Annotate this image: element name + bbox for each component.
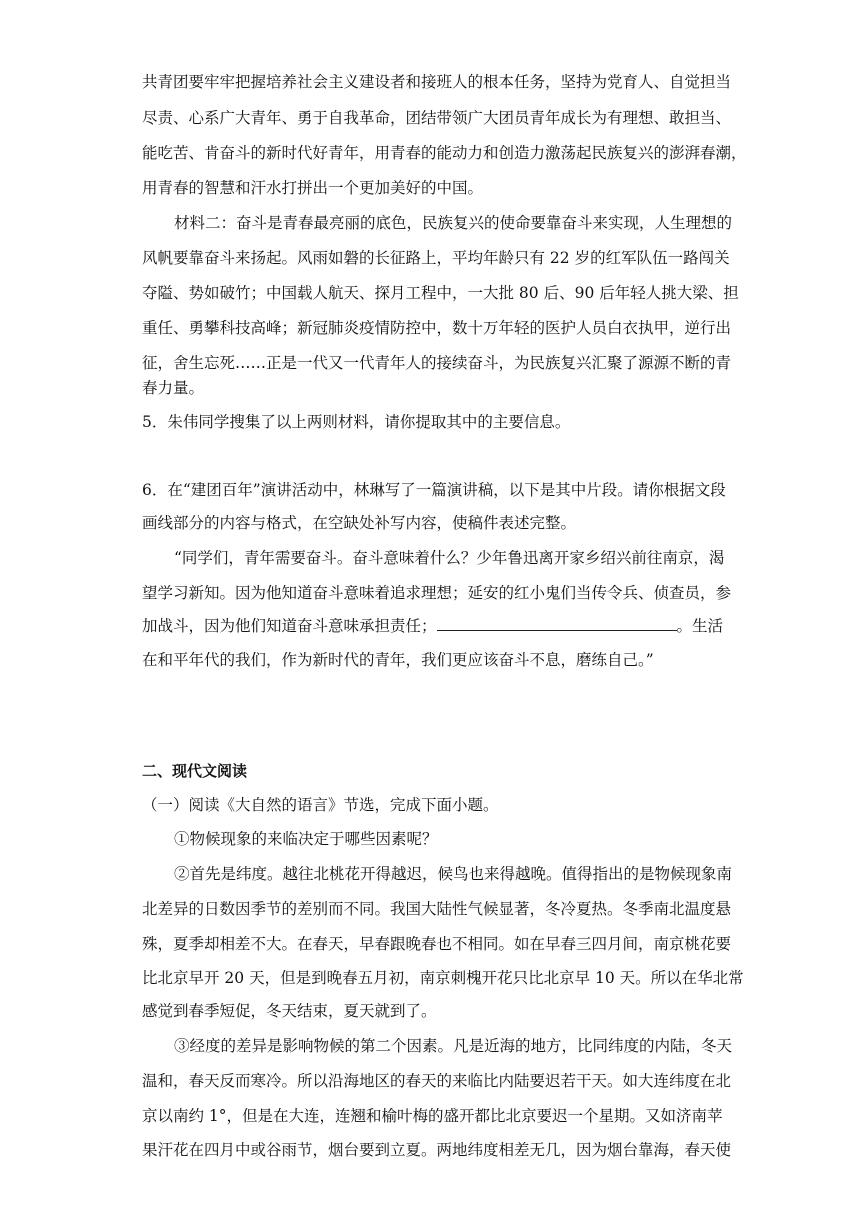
speech-line-2: 望学习新知。因为他知道奋斗意味着追求理想；延安的红小鬼们当传令兵、侦查员，参 — [142, 584, 732, 602]
speech-line-3-text: 加战斗，因为他们知道奋斗意味承担责任； — [142, 617, 437, 635]
passage-para-2-line-5: 感觉到春季短促，冬天结束，夏天就到了。 — [142, 1002, 437, 1020]
passage-para-2-line-4: 比北京早开 20 天，但是到晚春五月初，南京刺槐开花只比北京早 10 天。所以在华北常 — [142, 969, 744, 987]
passage-para-2-line-2: 北差异的日数因季节的差别而不同。我国大陆性气候显著，冬冷夏热。冬季南北温度悬 — [142, 900, 732, 918]
speech-line-3-tail: 。生活 — [676, 617, 724, 635]
passage-para-1: ①物候现象的来临决定于哪些因素呢？ — [174, 830, 438, 848]
sub-heading: （一）阅读《大自然的语言》节选，完成下面小题。 — [142, 796, 499, 814]
question-6-line-2: 画线部分的内容与格式，在空缺处补写内容，使稿件表述完整。 — [142, 514, 577, 532]
speech-line-3 — [142, 616, 724, 636]
material-two-line-4: 重任、勇攀科技高峰；新冠肺炎疫情防控中，数十万年轻的医护人员白衣执甲，逆行出 — [142, 319, 732, 337]
passage-para-2-line-1: ②首先是纬度。越往北桃花开得越迟，候鸟也来得越晚。值得指出的是物候现象南 — [174, 865, 733, 883]
material-two-line-3: 夺隘、势如破竹；中国载人航天、探月工程中，一大批 80 后、90 后年轻人挑大梁、担 — [142, 284, 739, 302]
material-two-line-6: 春力量。 — [142, 379, 205, 397]
question-6-line-1: 6．在“建团百年”演讲活动中，林琳写了一篇演讲稿，以下是其中片段。请你根据文段 — [142, 481, 726, 499]
section-heading: 二、现代文阅读 — [142, 763, 248, 780]
passage-para-3-line-2: 温和，春天反而寒冷。所以沿海地区的春天的来临比内陆要迟若干天。如大连纬度在北 — [142, 1072, 732, 1090]
speech-line-1: “同学们，青年需要奋斗。奋斗意味着什么？少年鲁迅离开家乡绍兴前往南京，渴 — [174, 549, 725, 567]
material-two-line-2: 风帆要靠奋斗来扬起。风雨如磐的长征路上，平均年龄只有 22 岁的红军队伍一路闯关 — [142, 249, 730, 267]
material-one-line-2: 尽责、心系广大青年、勇于自我革命，团结带领广大团员青年成长为有理想、敢担当、 — [142, 109, 732, 127]
passage-para-3-line-3: 京以南约 1°，但是在大连，连翘和榆叶梅的盛开都比北京要迟一个星期。又如济南苹 — [142, 1107, 723, 1125]
material-two-line-1: 材料二：奋斗是青春最亮丽的底色，民族复兴的使命要靠奋斗来实现，人生理想的 — [174, 214, 733, 232]
passage-para-3-line-1: ③经度的差异是影响物候的第二个因素。凡是近海的地方，比同纬度的内陆，冬天 — [174, 1037, 733, 1055]
material-one-line-1: 共青团要牢牢把握培养社会主义建设者和接班人的根本任务，坚持为党育人、自觉担当 — [142, 73, 732, 91]
answer-blank[interactable] — [437, 616, 677, 631]
question-5: 5．朱伟同学搜集了以上两则材料，请你提取其中的主要信息。 — [142, 413, 571, 431]
material-two-line-5: 征，舍生忘死……正是一代又一代青年人的接续奋斗，为民族复兴汇聚了源源不断的青 — [142, 354, 732, 372]
passage-para-2-line-3: 殊，夏季却相差不大。在春天，早春跟晚春也不相同。如在早春三四月间，南京桃花要 — [142, 935, 732, 953]
material-one-line-4: 用青春的智慧和汗水打拼出一个更加美好的中国。 — [142, 179, 484, 197]
material-one-line-3: 能吃苦、肯奋斗的新时代好青年，用青春的能动力和创造力激荡起民族复兴的澎湃春潮， — [142, 144, 747, 162]
speech-line-4: 在和平年代的我们，作为新时代的青年，我们更应该奋斗不息，磨练自己。” — [142, 651, 654, 669]
passage-para-3-line-4: 果汗花在四月中或谷雨节，烟台要到立夏。两地纬度相差无几，因为烟台靠海，春天使 — [142, 1141, 732, 1159]
